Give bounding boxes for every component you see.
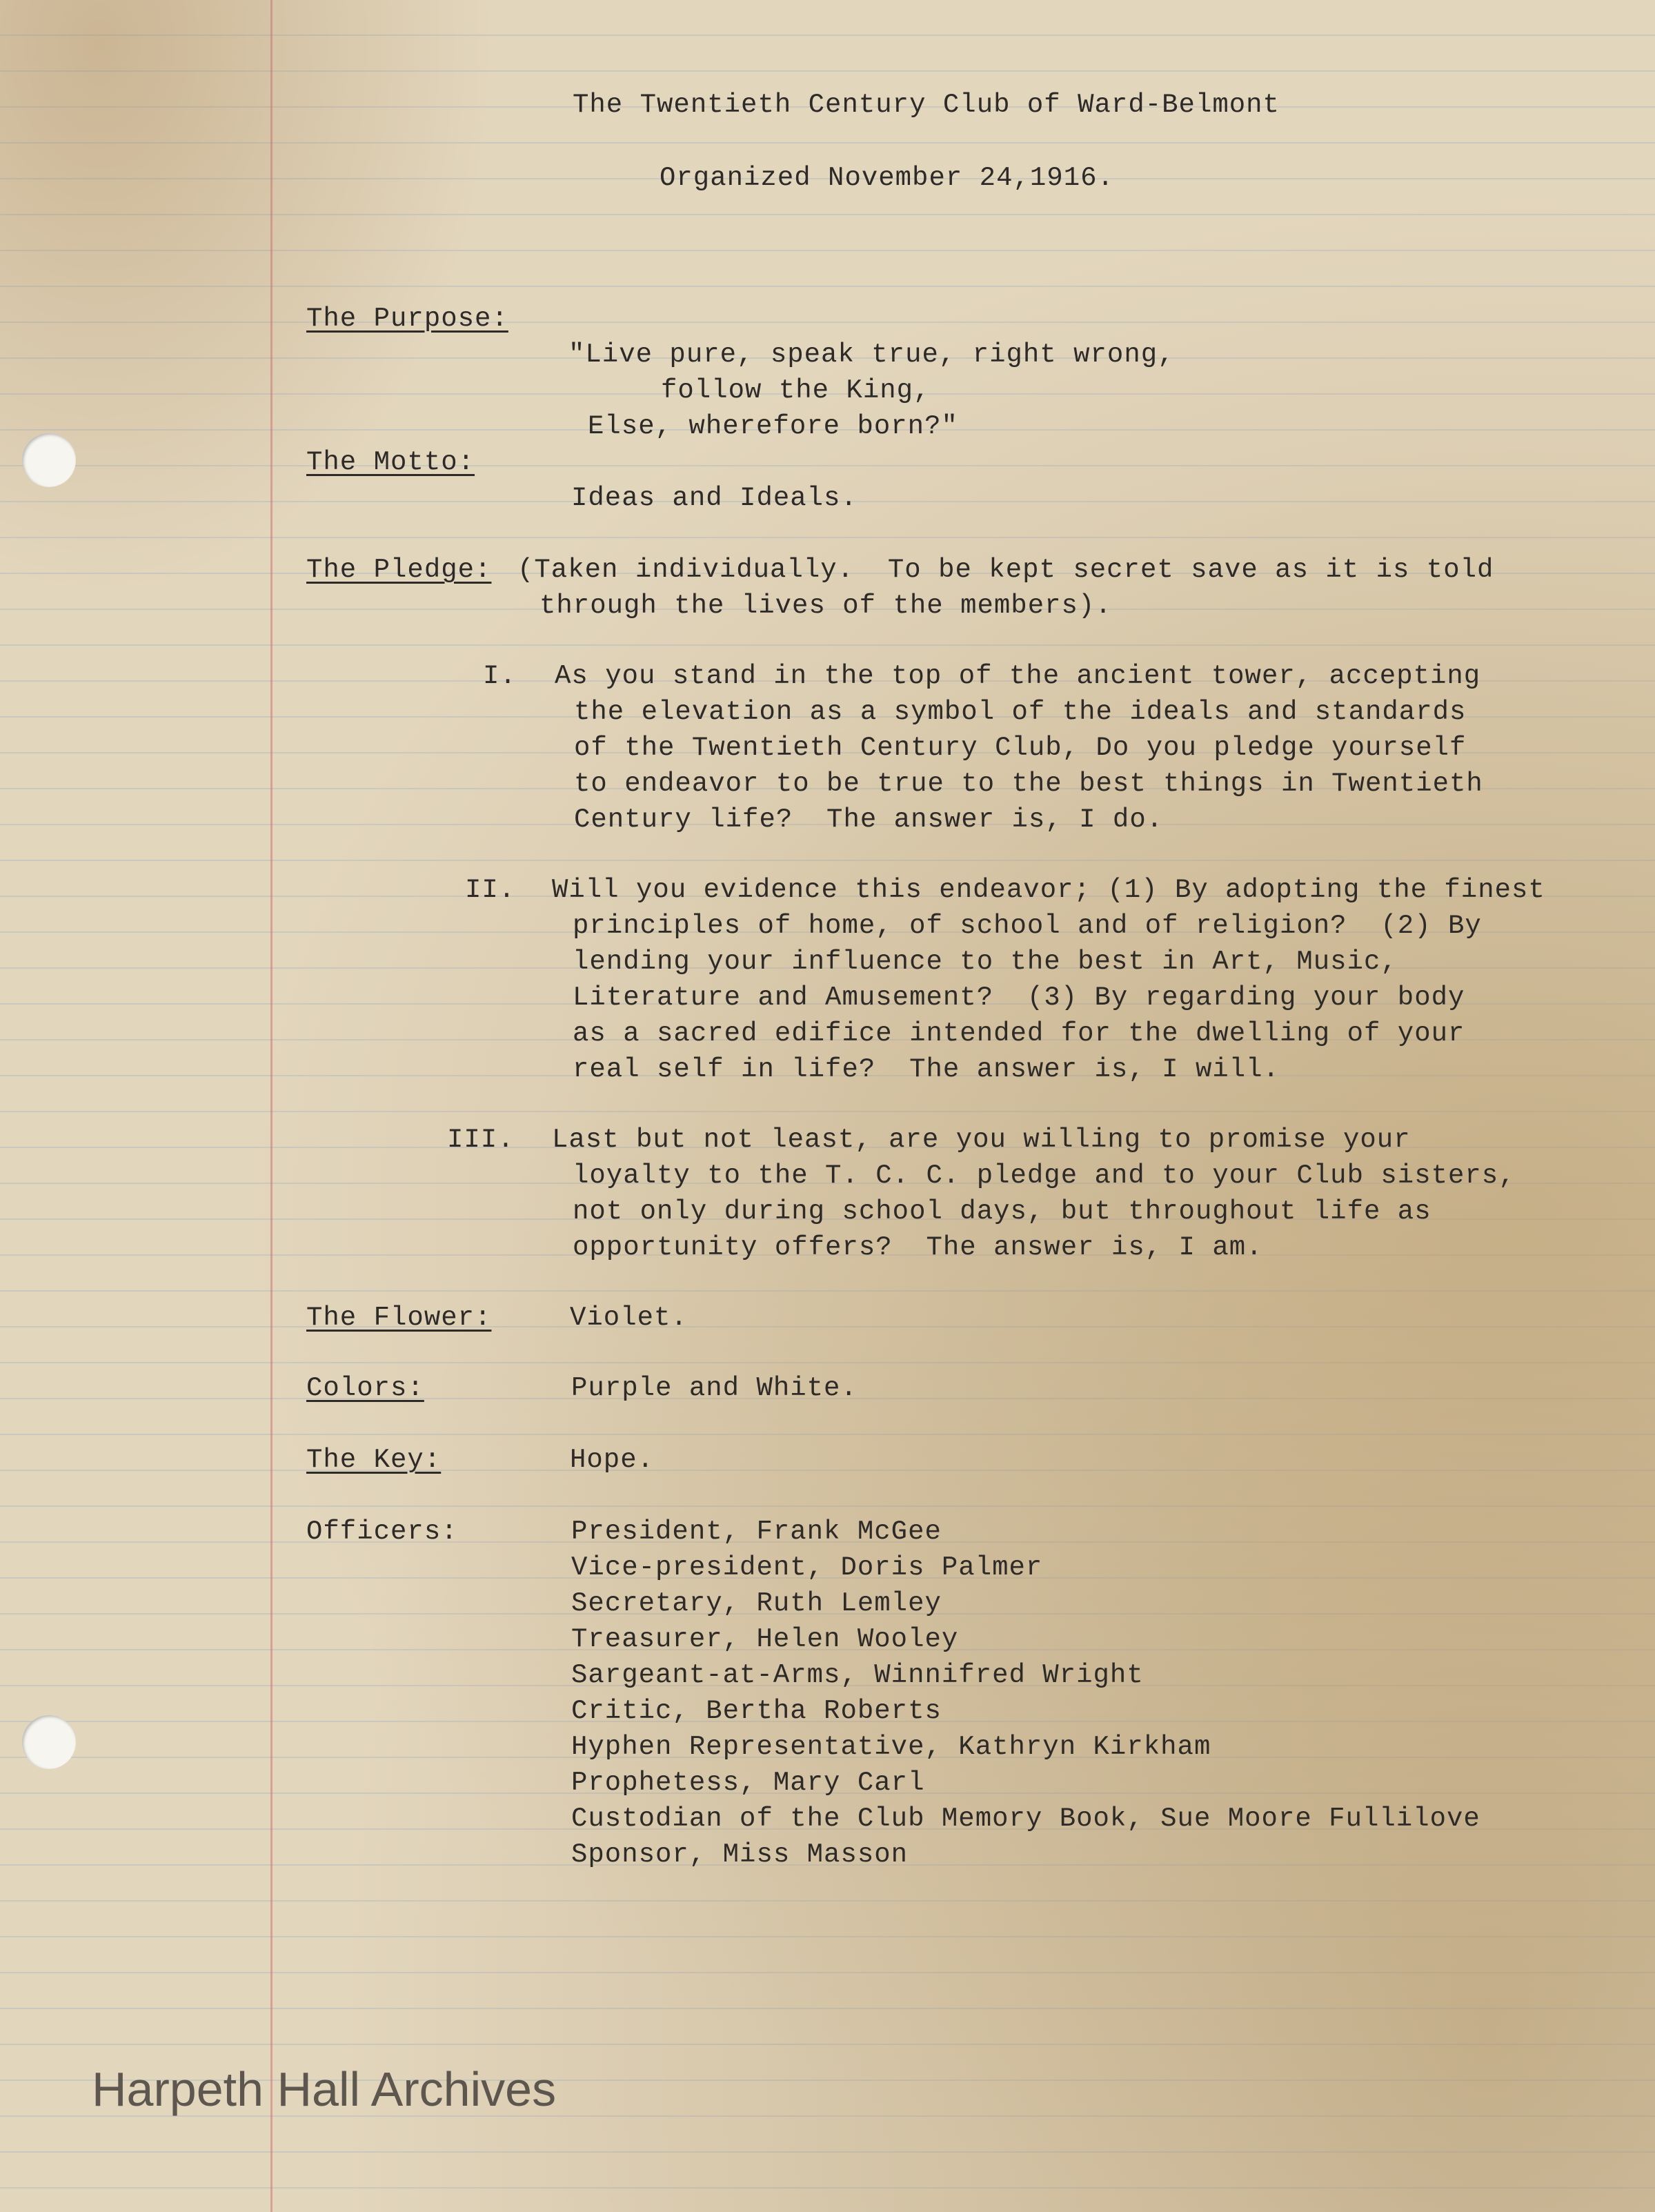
pledge-numeral: I. bbox=[483, 661, 517, 691]
pledge-line: lending your influence to the best in Art, Music, bbox=[573, 947, 1398, 977]
colors-value: Purple and White. bbox=[571, 1373, 858, 1403]
purpose-line: Else, wherefore born?" bbox=[588, 411, 958, 442]
document-title: The Twentieth Century Club of Ward-Belmont bbox=[573, 90, 1280, 120]
pledge-line: As you stand in the top of the ancient tower, accepting bbox=[555, 661, 1481, 691]
pledge-intro-line: through the lives of the members). bbox=[539, 591, 1112, 621]
organized-date: Organized November 24,1916. bbox=[660, 163, 1114, 193]
binder-hole-top bbox=[22, 433, 76, 487]
pledge-line: principles of home, of school and of religion? (2) By bbox=[573, 911, 1482, 941]
officer-entry: Hyphen Representative, Kathryn Kirkham bbox=[571, 1732, 1211, 1762]
officer-entry: Treasurer, Helen Wooley bbox=[571, 1624, 959, 1655]
pledge-line: Last but not least, are you willing to promise your bbox=[552, 1125, 1411, 1155]
margin-line bbox=[270, 0, 272, 2212]
pledge-line: not only during school days, but throughout life as bbox=[573, 1196, 1431, 1227]
pledge-line: as a sacred edifice intended for the dwelling of your bbox=[573, 1018, 1465, 1049]
pledge-numeral: II. bbox=[465, 875, 516, 905]
pledge-line: Will you evidence this endeavor; (1) By adopting the finest bbox=[552, 875, 1545, 905]
pledge-label: The Pledge: bbox=[306, 555, 492, 585]
colors-label: Colors: bbox=[306, 1373, 424, 1403]
pledge-line: real self in life? The answer is, I will. bbox=[573, 1054, 1280, 1085]
archive-watermark: Harpeth Hall Archives bbox=[92, 2062, 557, 2116]
officer-entry: Prophetess, Mary Carl bbox=[571, 1768, 925, 1798]
key-label: The Key: bbox=[306, 1445, 442, 1475]
pledge-line: Century life? The answer is, I do. bbox=[574, 804, 1164, 835]
officer-entry: Secretary, Ruth Lemley bbox=[571, 1588, 942, 1619]
flower-label: The Flower: bbox=[306, 1303, 492, 1333]
binder-hole-bottom bbox=[22, 1715, 76, 1769]
motto-label: The Motto: bbox=[306, 447, 475, 477]
pledge-line: the elevation as a symbol of the ideals and standards bbox=[574, 697, 1467, 727]
purpose-line: "Live pure, speak true, right wrong, bbox=[568, 339, 1175, 370]
motto-value: Ideas and Ideals. bbox=[571, 483, 858, 513]
pledge-line: opportunity offers? The answer is, I am. bbox=[573, 1232, 1263, 1263]
officer-entry: Critic, Bertha Roberts bbox=[571, 1696, 942, 1726]
pledge-intro-line: (Taken individually. To be kept secret save as it is told bbox=[517, 555, 1494, 585]
pledge-line: to endeavor to be true to the best things in Twentieth bbox=[574, 769, 1483, 799]
pledge-line: of the Twentieth Century Club, Do you pledge yourself bbox=[574, 733, 1467, 763]
officer-entry: Sargeant-at-Arms, Winnifred Wright bbox=[571, 1660, 1144, 1690]
purpose-label: The Purpose: bbox=[306, 304, 508, 334]
pledge-line: Literature and Amusement? (3) By regarding your body bbox=[573, 982, 1465, 1013]
purpose-line: follow the King, bbox=[661, 375, 931, 406]
officer-entry: President, Frank McGee bbox=[571, 1517, 942, 1547]
pledge-line: loyalty to the T. C. C. pledge and to your Club sisters, bbox=[573, 1161, 1516, 1191]
key-value: Hope. bbox=[570, 1445, 655, 1475]
officer-entry: Custodian of the Club Memory Book, Sue Moore Fullilove bbox=[571, 1804, 1480, 1834]
pledge-numeral: III. bbox=[447, 1125, 515, 1155]
officers-label: Officers: bbox=[306, 1517, 458, 1547]
officer-entry: Sponsor, Miss Masson bbox=[571, 1839, 909, 1870]
officer-entry: Vice-president, Doris Palmer bbox=[571, 1552, 1043, 1583]
flower-value: Violet. bbox=[570, 1303, 688, 1333]
